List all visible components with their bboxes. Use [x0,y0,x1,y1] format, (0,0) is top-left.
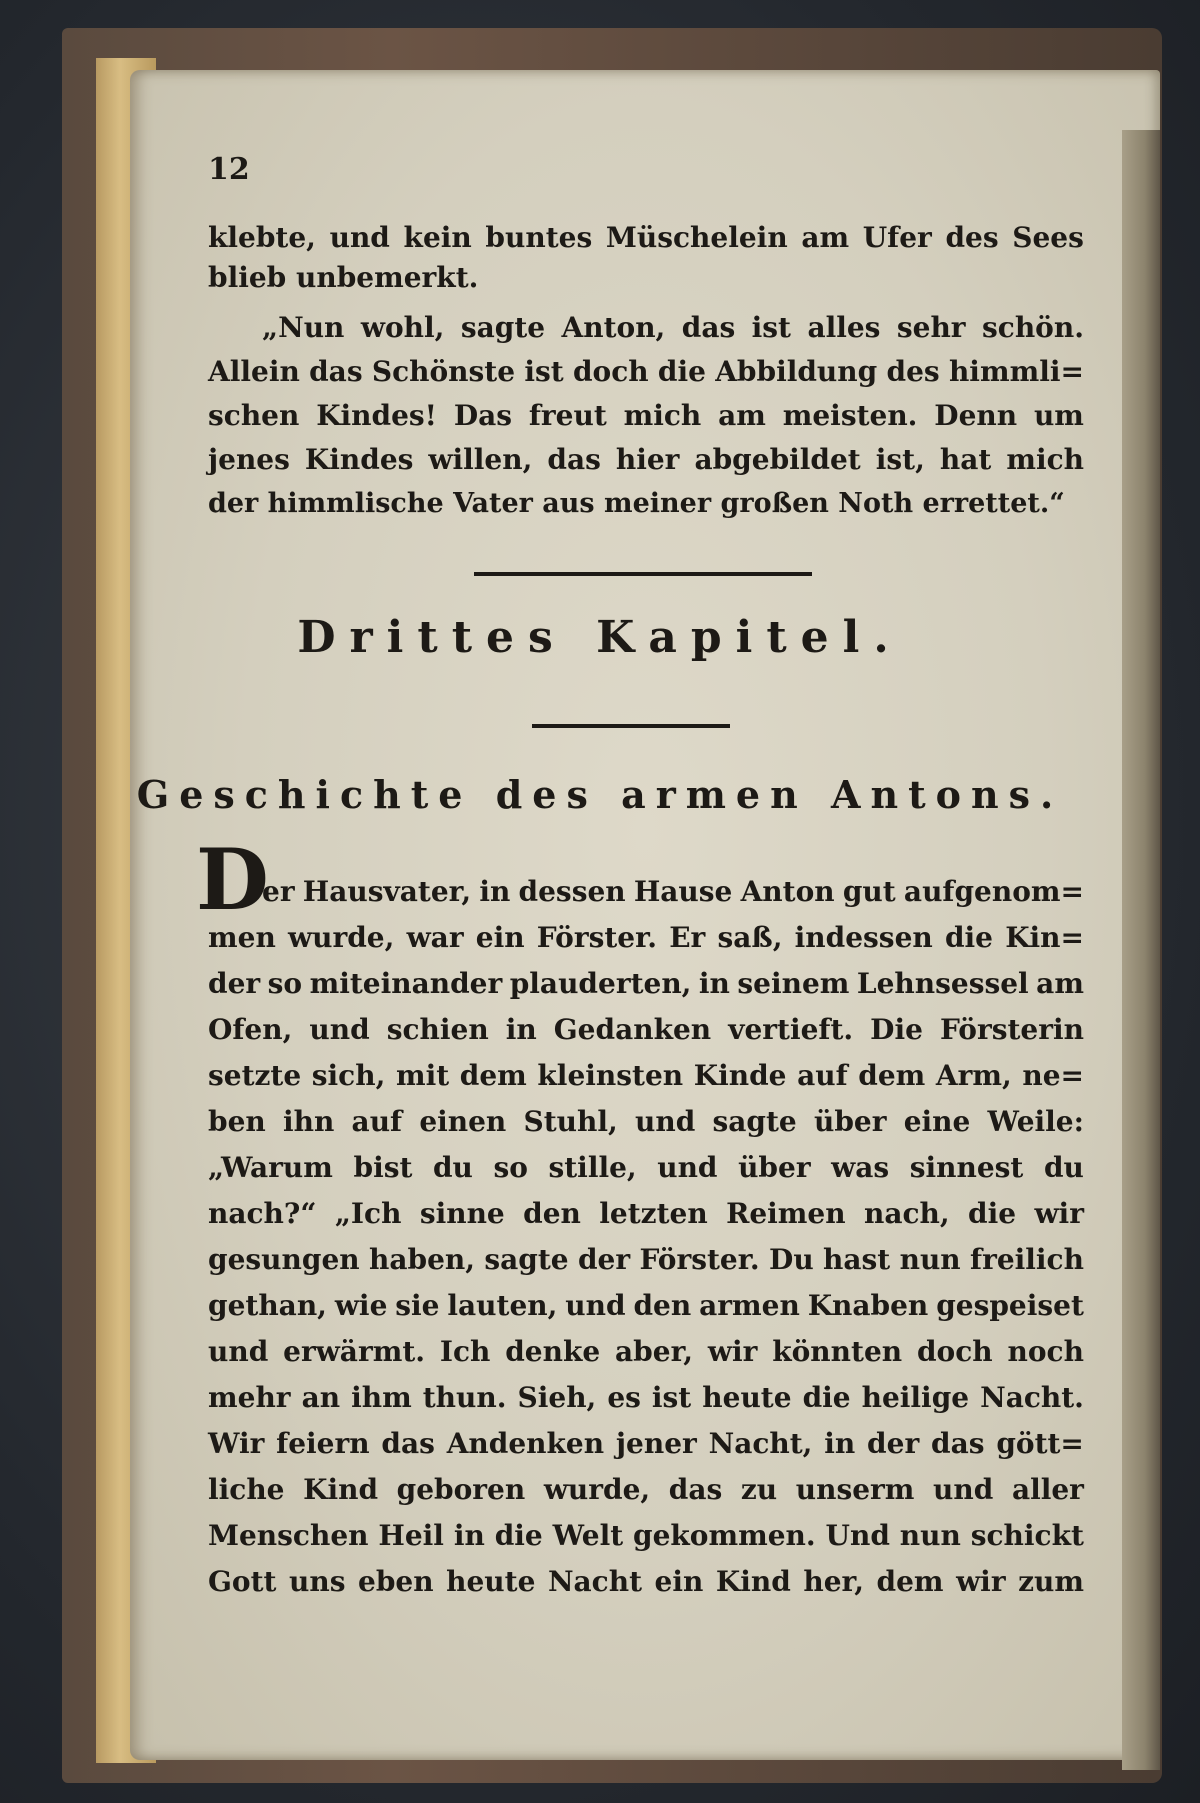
text-line: „Nun wohl, sagte Anton, das ist alles sehr schön. [262,311,1084,344]
text-line: „Warum bist du so stille, und über was sinnest du [208,1151,1084,1184]
text-line: der himmlische Vater aus meiner großen Noth errettet.“ [208,488,1065,519]
text-line: liche Kind geboren wurde, das zu unserm und aller [208,1473,1084,1506]
text-line: der so miteinander plauderten, in seinem Lehnsessel am [208,967,1084,1000]
text-line: schen Kindes! Das freut mich am meisten. Denn um [208,399,1084,432]
text-line: gesungen haben, sagte der Förster. Du hast nun freilich [208,1243,1084,1276]
drop-cap: D [196,830,269,929]
text-line: gethan, wie sie lauten, und den armen Knaben gespeiset [208,1289,1084,1322]
text-line: Allein das Schönste ist doch die Abbildung des himmli= [208,355,1084,388]
text-line: Menschen Heil in die Welt gekommen. Und nun schickt [208,1519,1084,1552]
text-line: ben ihn auf einen Stuhl, und sagte über eine Weile: [208,1105,1084,1138]
text-line: Ofen, und schien in Gedanken vertieft. Die Försterin [208,1013,1084,1046]
page-edge [1122,130,1160,1770]
text-line: setzte sich, mit dem kleinsten Kinde auf dem Arm, ne= [208,1059,1084,1092]
text-line: Wir feiern das Andenken jener Nacht, in der das gött= [208,1427,1084,1460]
text-line: er Hausvater, in dessen Hause Anton gut aufgenom= [262,875,1084,908]
text-line: nach?“ „Ich sinne den letzten Reimen nach, die wir [208,1197,1084,1230]
text-line: Gott uns eben heute Nacht ein Kind her, dem wir zum [208,1565,1084,1598]
chapter-heading: Drittes Kapitel. [297,612,903,663]
text-line: mehr an ihm thun. Sieh, es ist heute die heilige Nacht. [208,1381,1084,1414]
section-rule [474,572,812,576]
text-line: blieb unbemerkt. [208,261,479,294]
page-number: 12 [208,152,250,187]
text-line: jenes Kindes willen, das hier abgebildet ist, hat mich [208,443,1084,476]
text-line: men wurde, war ein Förster. Er saß, indessen die Kin= [208,921,1084,954]
chapter-subtitle: Geschichte des armen Antons. [136,772,1064,817]
text-line: klebte, und kein buntes Müschelein am Ufer des Sees [208,221,1084,254]
text-line: und erwärmt. Ich denke aber, wir könnten doch noch [208,1335,1084,1368]
section-rule [532,724,730,728]
